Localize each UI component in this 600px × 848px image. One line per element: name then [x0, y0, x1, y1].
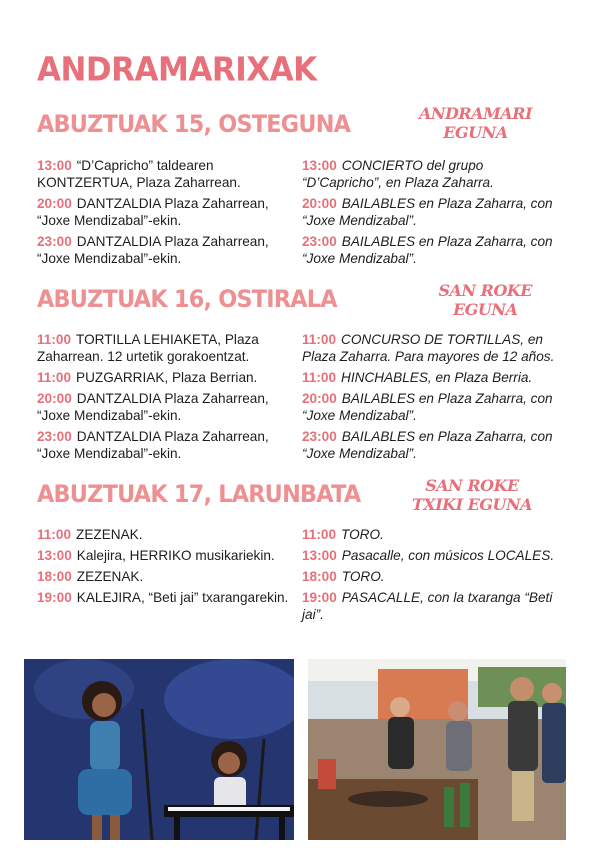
event-entry [302, 526, 564, 543]
event-text: “D’Capricho” taldearen KONTZERTUA, Plaza Zaharrean. [37, 158, 241, 190]
event-text: TORTILLA LEHIAKETA, Plaza Zaharrean. 12 urtetik gorakoentzat. [37, 332, 259, 364]
event-entry [302, 568, 564, 585]
event-entry [37, 589, 295, 606]
feast-line: SAN ROKE [425, 476, 519, 495]
schedule-basque-17 [37, 526, 295, 610]
event-entry [302, 547, 564, 564]
event-text: DANTZALDIA Plaza Zaharrean, “Joxe Mendizabal”-ekin. [37, 196, 269, 228]
event-text: CONCIERTO del grupo “D’Capricho”, en Plaza Zaharra. [302, 158, 494, 190]
event-time: 13:00 [302, 158, 337, 173]
event-time: 19:00 [302, 590, 337, 605]
event-time: 11:00 [302, 370, 337, 385]
event-time: 13:00 [37, 158, 72, 173]
event-text: DANTZALDIA Plaza Zaharrean, “Joxe Mendizabal”-ekin. [37, 234, 269, 266]
event-text: PUZGARRIAK, Plaza Berrian. [76, 370, 258, 385]
schedule-spanish-16 [302, 331, 564, 466]
event-text: BAILABLES en Plaza Zaharra, con “Joxe Mendizabal”. [302, 234, 553, 266]
event-entry [37, 526, 295, 543]
event-entry [302, 589, 564, 623]
day-heading-17: ABUZTUAK 17, LARUNBATA [37, 480, 361, 508]
event-time: 23:00 [302, 429, 337, 444]
feast-line: EGUNA [443, 123, 508, 142]
day-heading-16: ABUZTUAK 16, OSTIRALA [37, 285, 337, 313]
event-time: 20:00 [37, 391, 72, 406]
event-time: 11:00 [37, 332, 72, 347]
event-time: 13:00 [302, 548, 337, 563]
event-entry [302, 369, 564, 386]
event-text: HINCHABLES, en Plaza Berria. [341, 370, 533, 385]
event-entry [302, 390, 564, 424]
feast-name-15 [419, 104, 532, 142]
event-time: 23:00 [37, 234, 72, 249]
event-entry [302, 233, 564, 267]
event-entry [37, 547, 295, 564]
event-text: ZEZENAK. [76, 527, 143, 542]
event-time: 11:00 [37, 370, 72, 385]
event-entry [37, 428, 295, 462]
event-time: 23:00 [302, 234, 337, 249]
feast-line: ANDRAMARI [418, 104, 532, 123]
market-photo-illustration [308, 659, 566, 840]
event-text: BAILABLES en Plaza Zaharra, con “Joxe Mendizabal”. [302, 196, 553, 228]
event-entry [37, 157, 295, 191]
event-text: DANTZALDIA Plaza Zaharrean, “Joxe Mendizabal”-ekin. [37, 429, 269, 461]
event-time: 11:00 [302, 332, 337, 347]
schedule-basque-16 [37, 331, 295, 466]
event-text: PASACALLE, con la txaranga “Beti jai”. [302, 590, 553, 622]
event-time: 18:00 [37, 569, 72, 584]
event-time: 20:00 [302, 196, 337, 211]
event-text: ZEZENAK. [76, 569, 144, 584]
event-entry [37, 568, 295, 585]
event-text: CONCURSO DE TORTILLAS, en Plaza Zaharra. Para mayores de 12 años. [302, 332, 555, 364]
event-time: 18:00 [302, 569, 337, 584]
day-heading-15: ABUZTUAK 15, OSTEGUNA [37, 110, 351, 138]
concert-photo-illustration [24, 659, 294, 840]
market-photo [308, 659, 566, 840]
schedule-basque-15 [37, 157, 295, 271]
event-entry [37, 233, 295, 267]
schedule-spanish-15 [302, 157, 564, 271]
event-entry [37, 195, 295, 229]
event-text: Kalejira, HERRIKO musikariekin. [76, 548, 275, 563]
event-entry [302, 428, 564, 462]
event-text: KALEJIRA, “Beti jai” txarangarekin. [76, 590, 289, 605]
event-entry [302, 195, 564, 229]
event-entry [37, 390, 295, 424]
page-title: ANDRAMARIXAK [37, 51, 317, 89]
event-entry [302, 157, 564, 191]
feast-name-16 [439, 281, 533, 319]
event-time: 11:00 [302, 527, 337, 542]
event-time: 11:00 [37, 527, 72, 542]
schedule-spanish-17 [302, 526, 564, 627]
event-text: Pasacalle, con músicos LOCALES. [341, 548, 555, 563]
concert-photo [24, 659, 294, 840]
event-time: 19:00 [37, 590, 72, 605]
event-time: 13:00 [37, 548, 72, 563]
event-text: DANTZALDIA Plaza Zaharrean, “Joxe Mendizabal”-ekin. [37, 391, 269, 423]
event-text: BAILABLES en Plaza Zaharra, con “Joxe Mendizabal”. [302, 391, 553, 423]
feast-line: SAN ROKE [438, 281, 532, 300]
event-time: 23:00 [37, 429, 72, 444]
event-entry [37, 331, 295, 365]
feast-line: EGUNA [453, 300, 518, 319]
event-time: 20:00 [37, 196, 72, 211]
feast-line: TXIKI EGUNA [411, 495, 532, 514]
event-text: TORO. [341, 527, 384, 542]
event-entry [37, 369, 295, 386]
event-entry [302, 331, 564, 365]
event-text: TORO. [341, 569, 385, 584]
event-time: 20:00 [302, 391, 337, 406]
event-text: BAILABLES en Plaza Zaharra, con “Joxe Mendizabal”. [302, 429, 553, 461]
feast-name-17 [412, 476, 532, 514]
